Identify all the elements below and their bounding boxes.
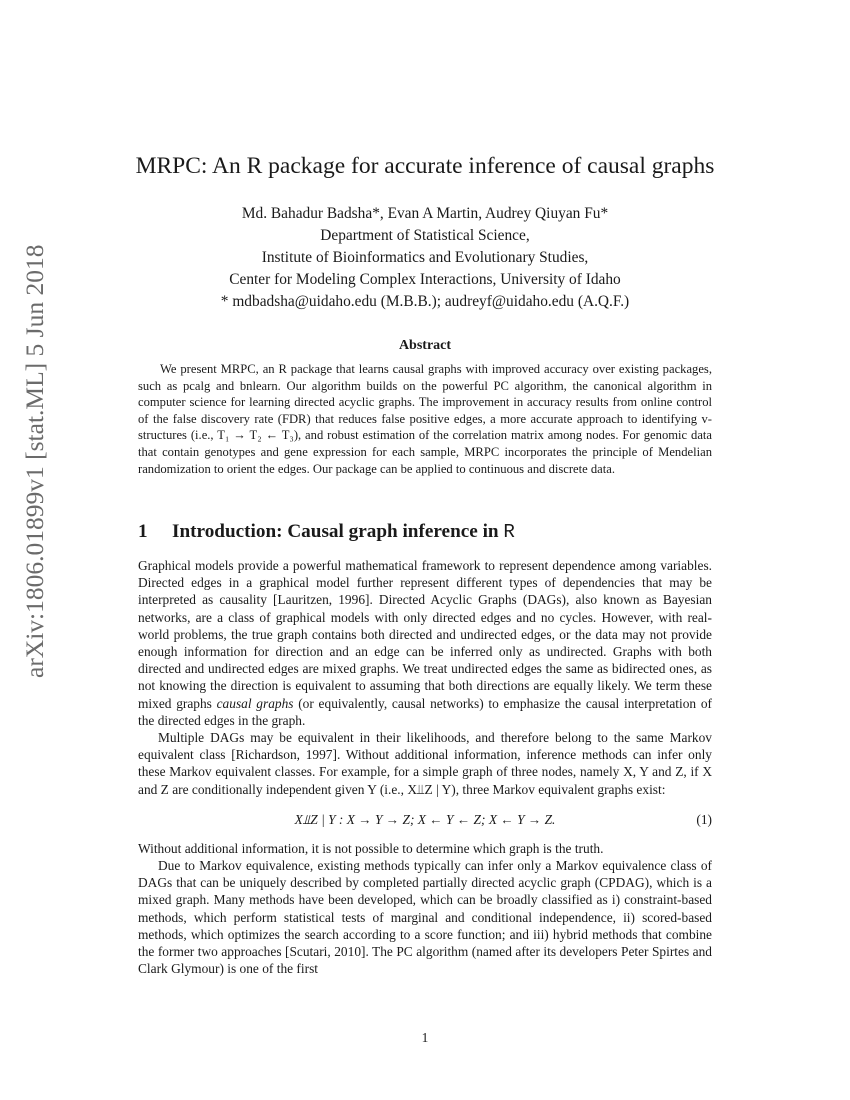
equation-number: (1) — [696, 811, 712, 827]
paragraph-3: Without additional information, it is not possible to determine which graph is the truth. — [138, 840, 604, 856]
author-block — [0, 203, 850, 313]
paper-title: MRPC: An R package for accurate inference of causal graphs — [135, 153, 715, 179]
section-1-body — [138, 557, 712, 977]
paragraph-1-emphasis: causal graphs — [216, 695, 294, 711]
paragraph-2: Multiple DAGs may be equivalent in their likelihoods, and therefore belong to the same Markov equivalent class [Richardson, 1997]. Without additional information, inference methods can infer only these Markov equivalent classes. For example, for a simple graph of three nodes, namely X, Y and Z, if X and Z are conditionally independent given Y (i.e., X⫫Z | Y), three Markov equivalent graphs exist: — [138, 730, 712, 797]
abstract-heading: Abstract — [398, 338, 452, 353]
section-title-code: R — [503, 521, 515, 543]
author-names: Md. Bahadur Badsha*, Evan A Martin, Audrey Qiuyan Fu* — [241, 205, 609, 222]
affiliation-line-2: Institute of Bioinformatics and Evolutionary Studies, — [261, 249, 589, 266]
section-title: Introduction: Causal graph inference in — [172, 521, 504, 542]
equation-expression: X⫫Z | Y : X → Y → Z; X ← Y ← Z; X ← Y → Z. — [294, 811, 556, 827]
section-number: 1 — [138, 521, 148, 542]
paragraph-4: Due to Markov equivalence, existing methods typically can infer only a Markov equivalence class of DAGs that can be uniquely described by completed partially directed acyclic graph (CPDAG), which is a mixed graph. Many methods have been developed, which can be broadly classified as i) constraint-based methods, which perform statistical tests of marginal and conditional independence, ii) scored-based methods, which optimizes the search according to a score function; and iii) hybrid methods that combine the former two approaches [Scutari, 2010]. The PC algorithm (named after its developers Peter Spirtes and Clark Glymour) is one of the first — [138, 858, 712, 977]
paragraph-1-part-b: (or equivalently, causal networks) to emphasize the causal interpretation of the directed edges in the graph. — [138, 695, 712, 728]
arxiv-sidebar-stamp: arXiv:1806.01899v1 [stat.ML] 5 Jun 2018 — [20, 244, 49, 678]
equation-1 — [138, 802, 712, 840]
page-number: 1 — [421, 1030, 429, 1045]
author-emails: * mdbadsha@uidaho.edu (M.B.B.); audreyf@uidaho.edu (A.Q.F.) — [220, 293, 630, 310]
paragraph-1 — [138, 557, 712, 729]
section-1-heading — [138, 521, 515, 543]
paragraph-1-part-a: Graphical models provide a powerful mathematical framework to represent dependence among variables. Directed edges in a graphical model further represent different types of dependencies that may be interpreted as causality [Lauritzen, 1996]. Directed Acyclic Graphs (DAGs), also known as Bayesian networks, are a class of graphical models with only directed edges and no cycles. However, with real-world problems, the true graph contains both directed and undirected edges, or the data may not provide enough information for direction and an edge can be inferred only as undirected. Graphs with both directed and undirected edges are mixed graphs. We treat undirected edges the same as bidirected ones, as not knowing the direction is equivalent to assuming that both directions are equally likely. We term these mixed graphs — [138, 558, 712, 711]
affiliation-line-3: Center for Modeling Complex Interactions, University of Idaho — [229, 271, 621, 288]
affiliation-line-1: Department of Statistical Science, — [320, 227, 530, 244]
abstract-text: We present MRPC, an R package that learns causal graphs with improved accuracy over existing packages, such as pcalg and bnlearn. Our algorithm builds on the powerful PC algorithm, the canonical algorithm in computer science for learning directed acyclic graphs. The improvement in accuracy results from online control of the false discovery rate (FDR) that reduces false positive edges, a more accurate approach to identifying v-structures (i.e., T₁ → T₂ ← T₃), and robust estimation of the correlation matrix among nodes. For genomic data that contain genotypes and gene expression for each sample, MRPC incorporates the principle of Mendelian randomization to orient the edges. Our package can be applied to continuous and discrete data. — [138, 362, 712, 476]
